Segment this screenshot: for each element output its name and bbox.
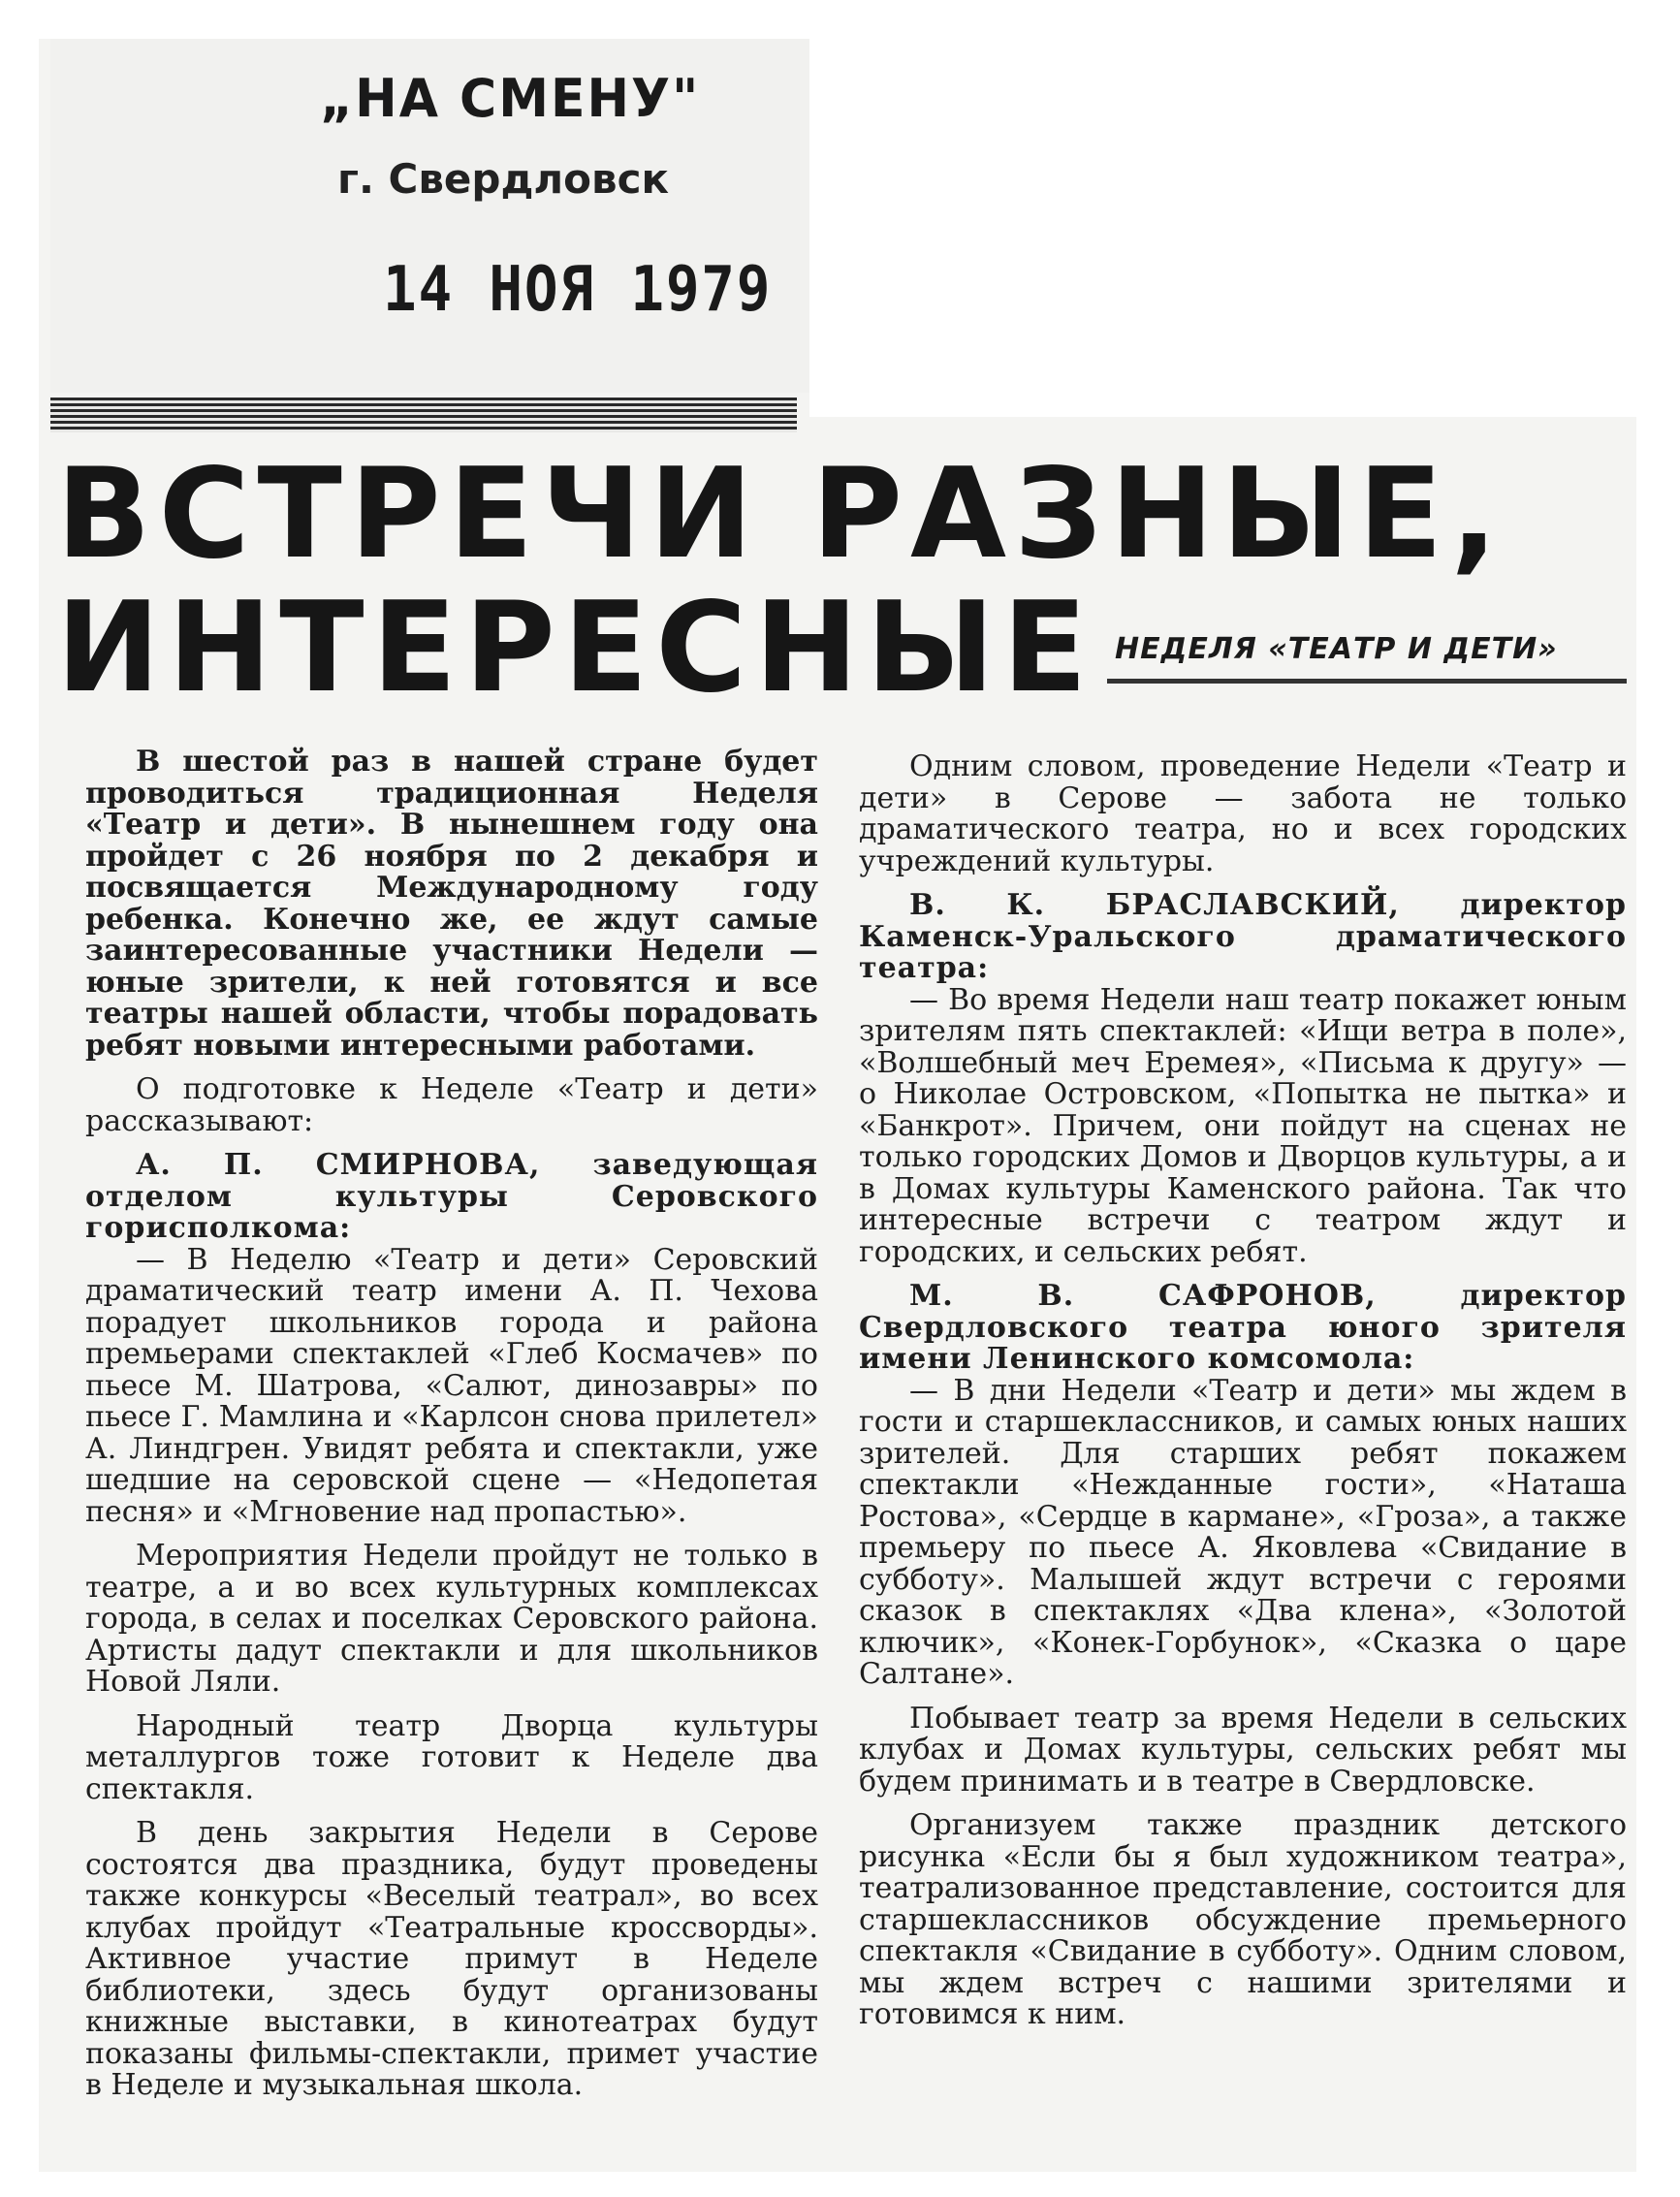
body-paragraph: Побывает театр за время Недели в сельских клубах и Домах культуры, сельских ребят мы будем принимать и в театре в Свердловске. [859, 1701, 1627, 1799]
speaker-name: А. П. СМИРНОВА, заведующая отделом культуры Серовского горисполкома: [85, 1148, 818, 1245]
body-paragraph: Организуем также праздник детского рисунка «Если бы я был художником театра», театрализованное представление, состоится для старшеклассников обсуждение премьерного спектакля «Свидание в субботу». Одним словом, мы ждем встреч с нашими зрителями и готовимся к ним. [859, 1808, 1627, 2031]
speaker-name: В. К. БРАСЛАВСКИЙ, директор Каменск-Уральского драматического театра: [859, 888, 1627, 985]
intro-paragraph: О подготовке к Неделе «Театр и дети» рассказывают: [85, 1072, 818, 1138]
speaker-name: М. В. САФРОНОВ, директор Свердловского театра юного зрителя имени Ленинского комсомола: [859, 1279, 1627, 1376]
right-column [859, 751, 1627, 2044]
speaker-quote: — Во время Недели наш театр покажет юным зрителям пять спектаклей: «Ищи ветра в поле», «Волшебный меч Еремея», «Письма к другу» — о Николае Островском, «Попытка не пытка» и «Банкрот». Причем, они пойдут на сценах не только городских Домов и Дворцов культуры, а и в Домах культуры Каменского района. Так что интересные встречи с театром ждут и городских, и сельских ребят. [859, 982, 1627, 1269]
body-paragraph: Одним словом, проведение Недели «Театр и дети» в Серове — забота не только драматического театра, но и всех городских учреждений культуры. [859, 749, 1627, 878]
speaker-heading [859, 1281, 1627, 1376]
body-paragraph: Народный театр Дворца культуры металлургов тоже готовит к Неделе два спектакля. [85, 1708, 818, 1806]
newspaper-city: г. Свердловск [337, 155, 669, 203]
speaker-quote: — В Неделю «Театр и дети» Серовский драматический театр имени А. П. Чехова порадует школьников города и района премьерами спектаклей «Глеб Космачев» по пьесе М. Шатрова, «Салют, динозавры» по пьесе Г. Мамлина и «Карлсон снова прилетел» А. Линдгрен. Увидят ребята и спектакли, уже шедшие на серовской сцене — «Недопетая песня» и «Мгновение над пропастью». [85, 1242, 818, 1529]
left-column [85, 747, 818, 2115]
decorative-rule [50, 398, 797, 432]
speaker-quote: — В дни Недели «Театр и дети» мы ждем в гости и старшеклассников, и самых юных наших зрителей. Для старших ребят покажем спектакли «Нежданные гости», «Наташа Ростова», «Сердце в кармане», «Гроза», а также премьеру по пьесе А. Яковлева «Свидание в субботу». Малышей ждут встречи с героями сказок в спектаклях «Два клена», «Золотой ключик», «Конек-Горбунок», «Сказка о царе Салтане». [859, 1373, 1627, 1691]
rubric-underline [1107, 679, 1627, 684]
speaker-heading [859, 890, 1627, 985]
speaker-heading [85, 1150, 818, 1245]
lead-paragraph: В шестой раз в нашей стране будет проводиться традиционная Неделя «Театр и дети». В нынешнем году она пройдет с 26 ноября по 2 декабря и посвящается Международному году ребенка. Конечно же, ее ждут самые заинтересованные участники Недели — юные зрители, к ней готовятся и все театры нашей области, чтобы порадовать ребят новыми интересными работами. [85, 745, 818, 1063]
clipping-cutout [809, 0, 1636, 417]
body-paragraph: Мероприятия Недели пройдут не только в театре, а и во всех культурных комплексах города, в селах и поселках Серовского района. Артисты дадут спектакли и для школьников Новой Ляли. [85, 1539, 818, 1699]
headline-line-1: ВСТРЕЧИ РАЗНЫЕ, [56, 442, 1506, 587]
body-paragraph: В день закрытия Недели в Серове состоятся два праздника, будут проведены также конкурсы «Веселый театрал», во всех клубах пройдут «Театральные кроссворды». Активное участие примут в Неделе библиотеки, здесь будут организованы книжные выставки, в кинотеатрах будут показаны фильмы-спектакли, примет участие в Неделе и музыкальная школа. [85, 1816, 818, 2102]
headline-line-2: ИНТЕРЕСНЫЕ [56, 576, 1095, 720]
date-stamp: 14 НОЯ 1979 [383, 254, 773, 326]
newspaper-name: „НА СМЕНУ" [320, 68, 701, 130]
rubric-label: НЕДЕЛЯ «ТЕАТР И ДЕТИ» [1115, 632, 1558, 666]
